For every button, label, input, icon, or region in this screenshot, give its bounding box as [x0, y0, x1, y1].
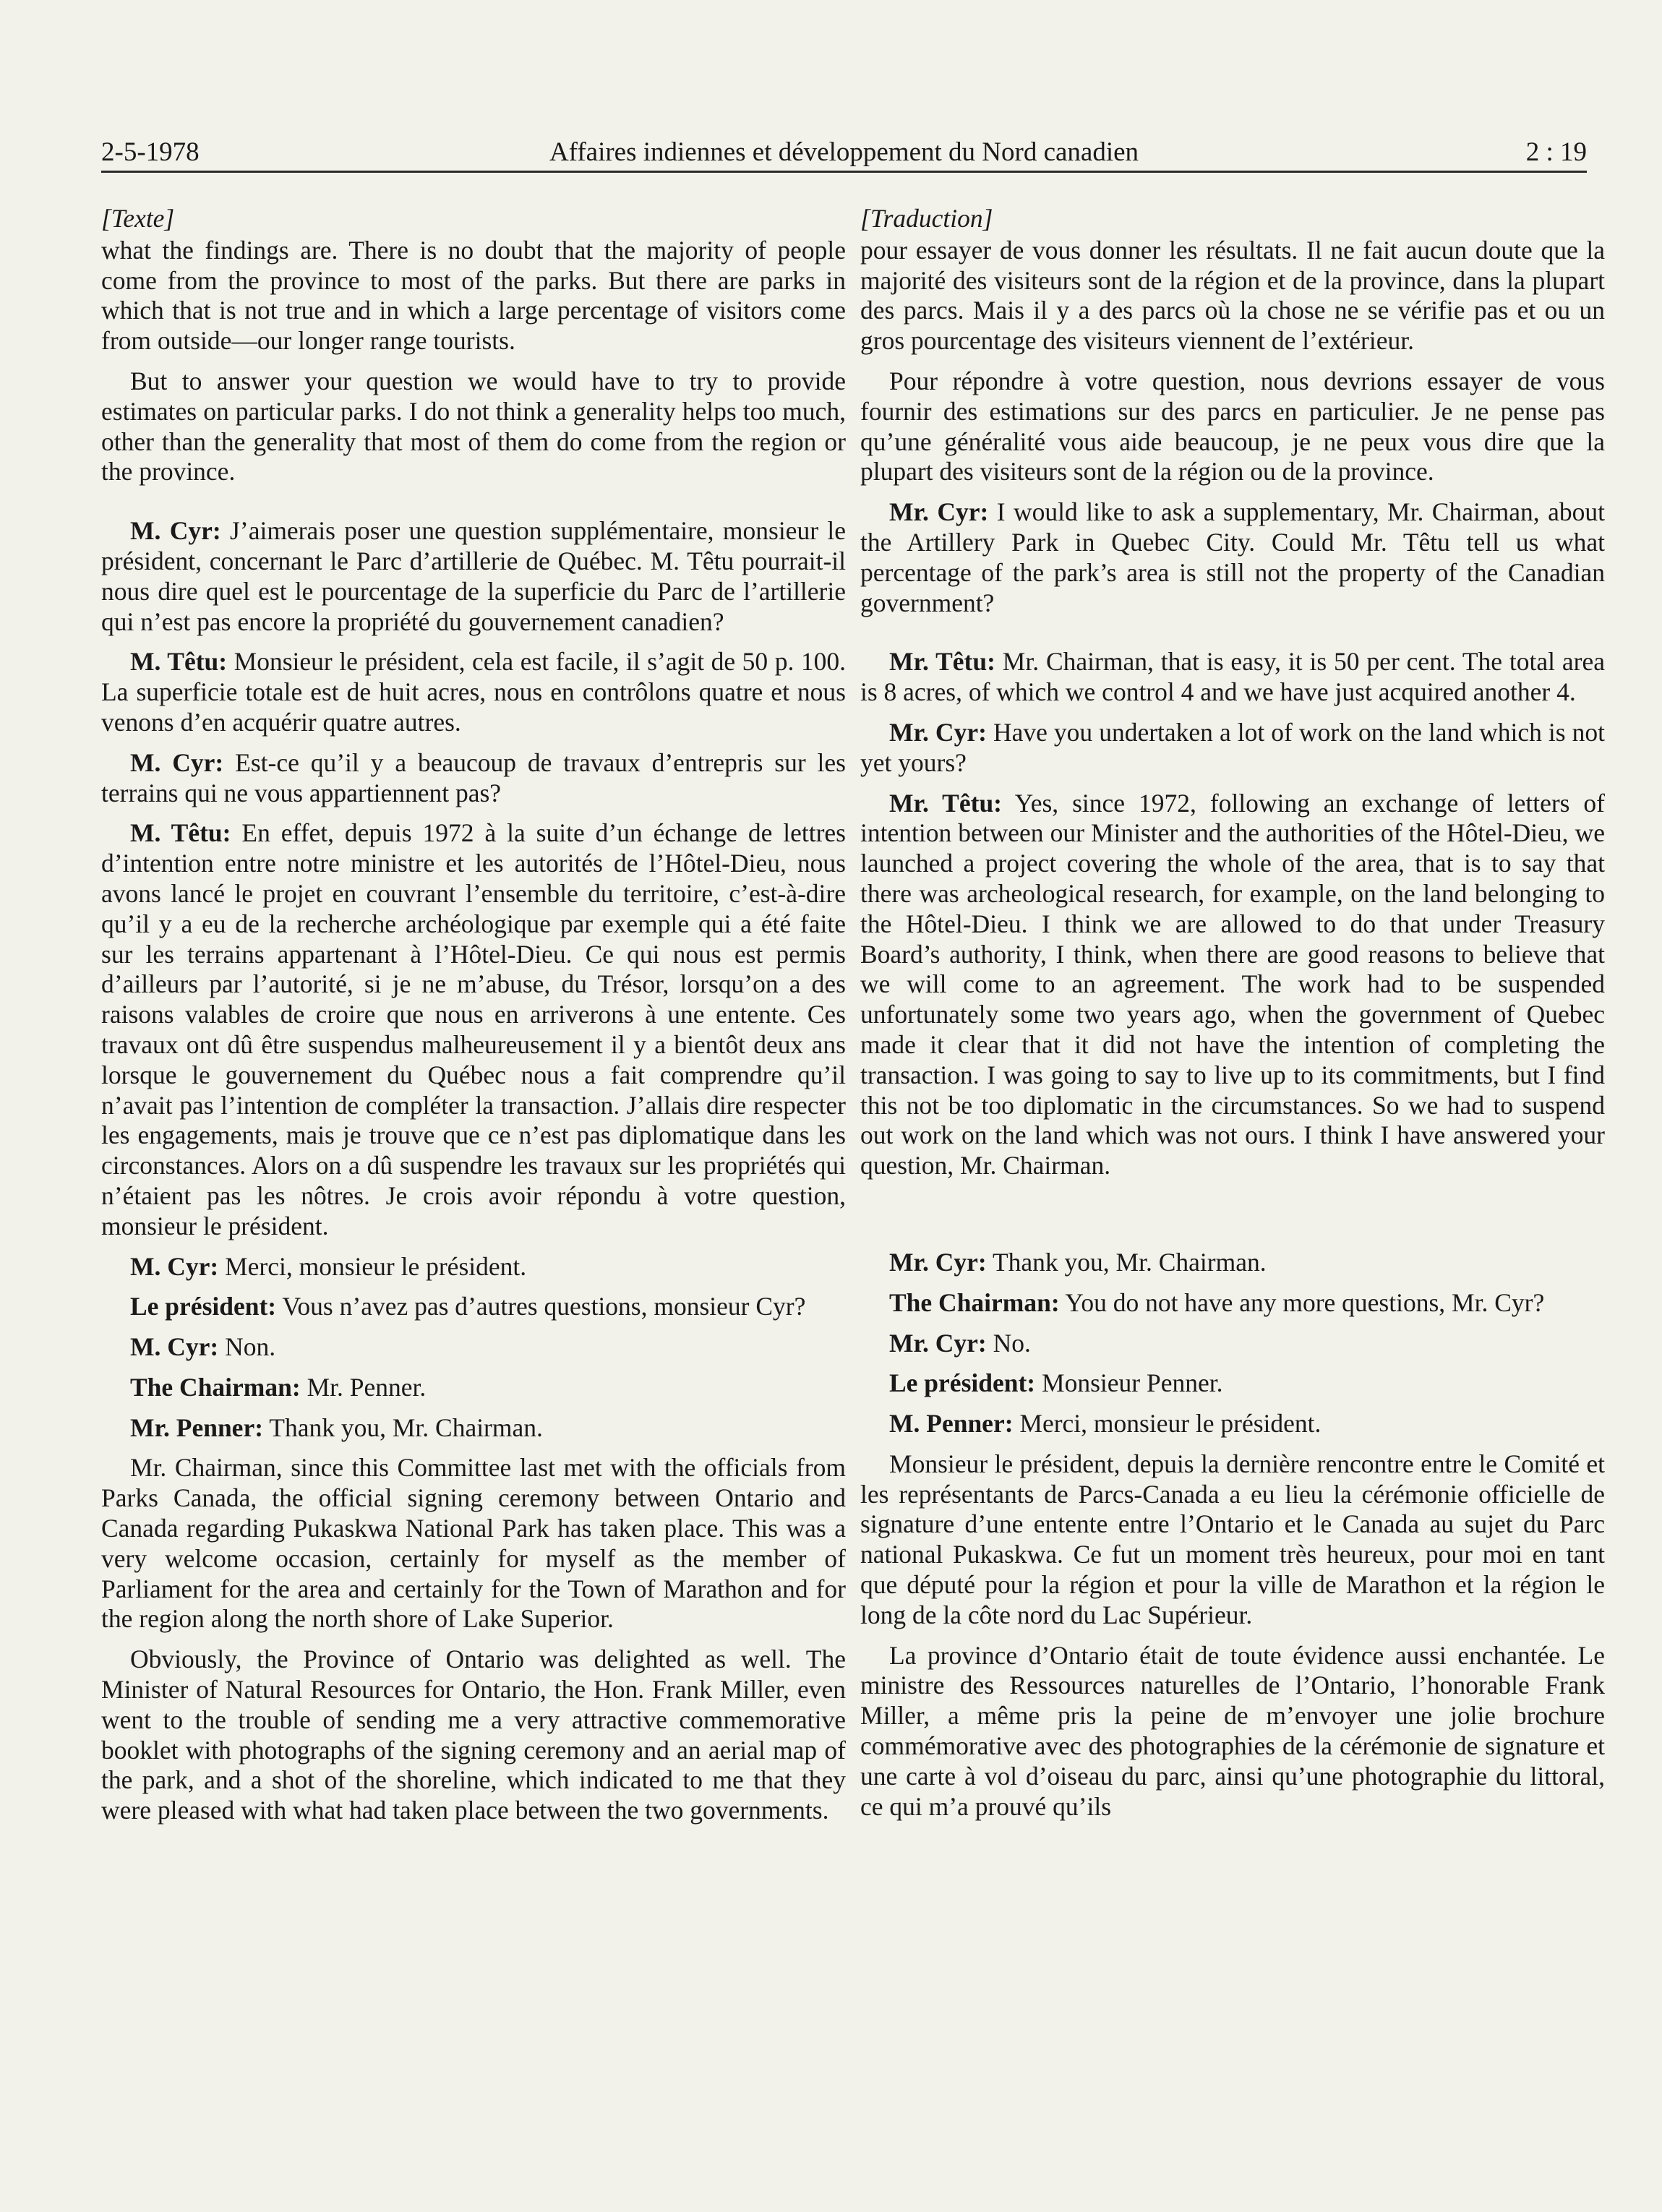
speaker-name: M. Penner:	[889, 1409, 1014, 1439]
paragraph	[101, 366, 846, 487]
paragraph-text: Yes, since 1972, following an exchange of letters of intention between our Minister and the authorities of the Hôtel-Dieu, we launched a project covering the whole of the area, that is to say that there was archeological research, for example, on the land belonging to the Hôtel-Dieu. I think we are allowed to do that under Treasury Board’s authority, I think, when there are good reasons to believe that we will come to an agreement. The work had to be suspended unfortunately some two years ago, when the government of Quebec made it clear that it did not have the intention of completing the transaction. I was going to say to live up to its commitments, but I find this not be too diplomatic in the circumstances. So we had to suspend out work on the land which was not ours. I think I have answered your question, Mr. Chairman.	[860, 788, 1606, 1180]
right-column	[860, 204, 1605, 1832]
paragraph	[860, 718, 1605, 779]
paragraph-text: I would like to ask a supplementary, Mr. Chairman, about the Artillery Park in Quebec City. Could Mr. Têtu tell us what percentage of the park’s area is still not the property of the Canadian government?	[860, 497, 1605, 617]
paragraph	[860, 647, 1605, 708]
paragraph	[101, 1332, 846, 1363]
paragraph-text: Non.	[218, 1332, 276, 1362]
left-column	[101, 204, 846, 1836]
speaker-name: Mr. Cyr:	[889, 497, 989, 527]
paragraph-text: Monsieur le président, depuis la dernière rencontre entre le Comité et les représentants de Parcs-Canada a eu lieu la cérémonie officielle de signature d’une entente entre l’Ontario et le Canada au sujet du Parc national Pukaskwa. Ce fut un moment très heureux, pour moi en tant que député pour la région et pour la ville de Marathon et la région le long de la côte nord du Lac Supérieur.	[860, 1449, 1605, 1629]
paragraph	[860, 497, 1605, 618]
paragraph-text: pour essayer de vous donner les résultats. Il ne fait aucun doute que la majorité des visiteurs sont de la région et de la province, dans la plupart des parcs. Mais il y a des parcs où la chose ne se vérifie pas et ou un gros pourcentage des visiteurs viennent de l’extérieur.	[860, 235, 1605, 356]
paragraph	[860, 1409, 1605, 1439]
column-label-traduction: [Traduction]	[860, 204, 993, 233]
speaker-name: Mr. Cyr:	[889, 1328, 987, 1358]
speaker-name: M. Têtu:	[130, 647, 228, 677]
page-header	[101, 127, 1587, 168]
paragraph-text: La province d’Ontario était de toute évidence aussi enchantée. Le ministre des Ressources naturelles de l’Ontario, l’honorable Frank Miller, a même pris la peine de m’envoyer une jolie brochure commémorative avec des photographies de la cérémonie de signature et une carte à vol d’oiseau du parc, ainsi qu’une photographie du littoral, ce qui m’a prouvé qu’ils	[860, 1640, 1605, 1821]
header-date: 2-5-1978	[101, 137, 200, 167]
speaker-name: Le président:	[889, 1368, 1036, 1398]
paragraph-text: Mr. Chairman, that is easy, it is 50 per cent. The total area is 8 acres, of which we control 4 and we have just acquired another 4.	[860, 647, 1605, 707]
paragraph	[101, 1292, 846, 1322]
paragraph	[860, 789, 1605, 1181]
paragraph-text: Pour répondre à votre question, nous devrions essayer de vous fournir des estimations sur des parcs en particulier. Je ne pense pas qu’une généralité vous aide beaucoup, je ne peux vous dire que la plupart des visiteurs sont de la région ou de la province.	[860, 366, 1605, 486]
paragraph-text: Thank you, Mr. Chairman.	[986, 1247, 1267, 1277]
paragraph	[860, 366, 1605, 487]
speaker-name: Mr. Têtu:	[889, 788, 1003, 818]
paragraph-text: Vous n’avez pas d’autres questions, monsieur Cyr?	[276, 1292, 806, 1321]
paragraph-text: You do not have any more questions, Mr. Cyr?	[1059, 1287, 1545, 1317]
paragraph	[101, 1453, 846, 1634]
paragraph-text: No.	[986, 1328, 1031, 1358]
paragraph	[101, 1373, 846, 1403]
paragraph-text: Est-ce qu’il y a beaucoup de travaux d’entrepris sur les terrains qui ne vous appartiennent pas?	[101, 747, 846, 807]
speaker-name: M. Cyr:	[130, 516, 221, 546]
paragraph	[101, 748, 846, 809]
paragraph	[860, 1449, 1605, 1631]
column-label-texte: [Texte]	[101, 204, 175, 233]
speaker-name: Le président:	[130, 1292, 277, 1321]
paragraph	[860, 1641, 1605, 1822]
paragraph-text: J’aimerais poser une question supplémentaire, monsieur le président, concernant le Parc d’artillerie de Québec. M. Têtu pourrait-il nous dire quel est le pourcentage de la superficie du Parc de l’artillerie qui n’est pas encore la propriété du gouvernement canadien?	[101, 516, 846, 636]
paragraph	[101, 236, 846, 356]
paragraph-text: But to answer your question we would have to try to provide estimates on particular parks. I do not think a generality helps too much, other than the generality that most of them do come from the region or the province.	[101, 366, 846, 486]
paragraph	[101, 1645, 846, 1826]
speaker-name: M. Cyr:	[130, 747, 224, 777]
column-gap	[860, 1191, 1605, 1248]
speaker-name: Mr. Têtu:	[889, 647, 995, 677]
header-rule	[101, 171, 1587, 173]
paragraph	[101, 818, 846, 1241]
paragraph-text: Mr. Penner.	[300, 1372, 427, 1402]
paragraph-text: what the findings are. There is no doubt that the majority of people come from the province to most of the parks. But there are parks in which that is not true and in which a large percentage of visitors come from outside—our longer range tourists.	[101, 235, 846, 356]
paragraph-text: Have you undertaken a lot of work on the land which is not yet yours?	[860, 717, 1605, 777]
paragraph	[860, 1248, 1605, 1278]
paragraph-text: Obviously, the Province of Ontario was delighted as well. The Minister of Natural Resources for Ontario, the Hon. Frank Miller, even went to the trouble of sending me a very attractive commemorative booklet with photographs of the signing ceremony and an aerial map of the park, and a shot of the shoreline, which indicated to me that they were pleased with what had taken place between the two governments.	[101, 1645, 846, 1825]
paragraph	[860, 1288, 1605, 1319]
speaker-name: M. Têtu:	[130, 818, 231, 848]
speaker-name: M. Cyr:	[130, 1251, 219, 1281]
speaker-name: Mr. Cyr:	[889, 717, 987, 747]
paragraph	[101, 516, 846, 637]
paragraph	[101, 1252, 846, 1282]
paragraph-text: Mr. Chairman, since this Committee last met with the officials from Parks Canada, the official signing ceremony between Ontario and Canada regarding Pukaskwa National Park has taken place. This was a very welcome occasion, certainly for myself as the member of Parliament for the area and certainly for the Town of Marathon and for the region along the north shore of Lake Superior.	[101, 1453, 846, 1634]
paragraph	[101, 1413, 846, 1444]
speaker-name: The Chairman:	[889, 1287, 1060, 1317]
paragraph-text: Merci, monsieur le président.	[218, 1251, 527, 1281]
header-title: Affaires indiennes et développement du Nord canadien	[549, 137, 1139, 167]
speaker-name: The Chairman:	[130, 1372, 301, 1402]
paragraph-text: Monsieur Penner.	[1035, 1368, 1223, 1398]
header-page-number: 2 : 19	[1525, 137, 1587, 167]
speaker-name: Mr. Penner:	[130, 1412, 264, 1442]
speaker-name: M. Cyr:	[130, 1332, 219, 1362]
paragraph	[101, 647, 846, 737]
paragraph-text: En effet, depuis 1972 à la suite d’un échange de lettres d’intention entre notre ministre et les autorités de l’Hôtel-Dieu, nous avons lancé le projet en couvrant l’ensemble du territoire, c’est-à-dire qu’il y a eu de la recherche archéologique par exemple qui a été faite sur les terrains appartenant à l’Hôtel-Dieu. Ce qui nous est permis d’ailleurs par l’autorité, si je ne m’abuse, du Trésor, lorsqu’on a des raisons valables de croire que nous en arriverons à une entente. Ces travaux ont dû être suspendus malheureusement il y a bientôt deux ans lorsque le gouvernement du Québec nous a fait comprendre qu’il n’avait pas l’intention de compléter la transaction. J’allais dire respecter les engagements, mais je trouve que ce n’est pas diplomatique dans les circonstances. Alors on a dû suspendre les travaux sur les propriétés qui n’étaient pas les nôtres. Je crois avoir répondu à votre question, monsieur le président.	[101, 818, 846, 1240]
paragraph-text: Thank you, Mr. Chairman.	[263, 1412, 543, 1442]
paragraph-text: Merci, monsieur le président.	[1013, 1409, 1322, 1439]
paragraph	[860, 1329, 1605, 1359]
speaker-name: Mr. Cyr:	[889, 1247, 987, 1277]
paragraph	[860, 1368, 1605, 1399]
paragraph	[860, 236, 1605, 356]
paragraph-text: Monsieur le président, cela est facile, il s’agit de 50 p. 100. La superficie totale est de huit acres, nous en contrôlons quatre et nous venons d’en acquérir quatre autres.	[101, 647, 847, 737]
